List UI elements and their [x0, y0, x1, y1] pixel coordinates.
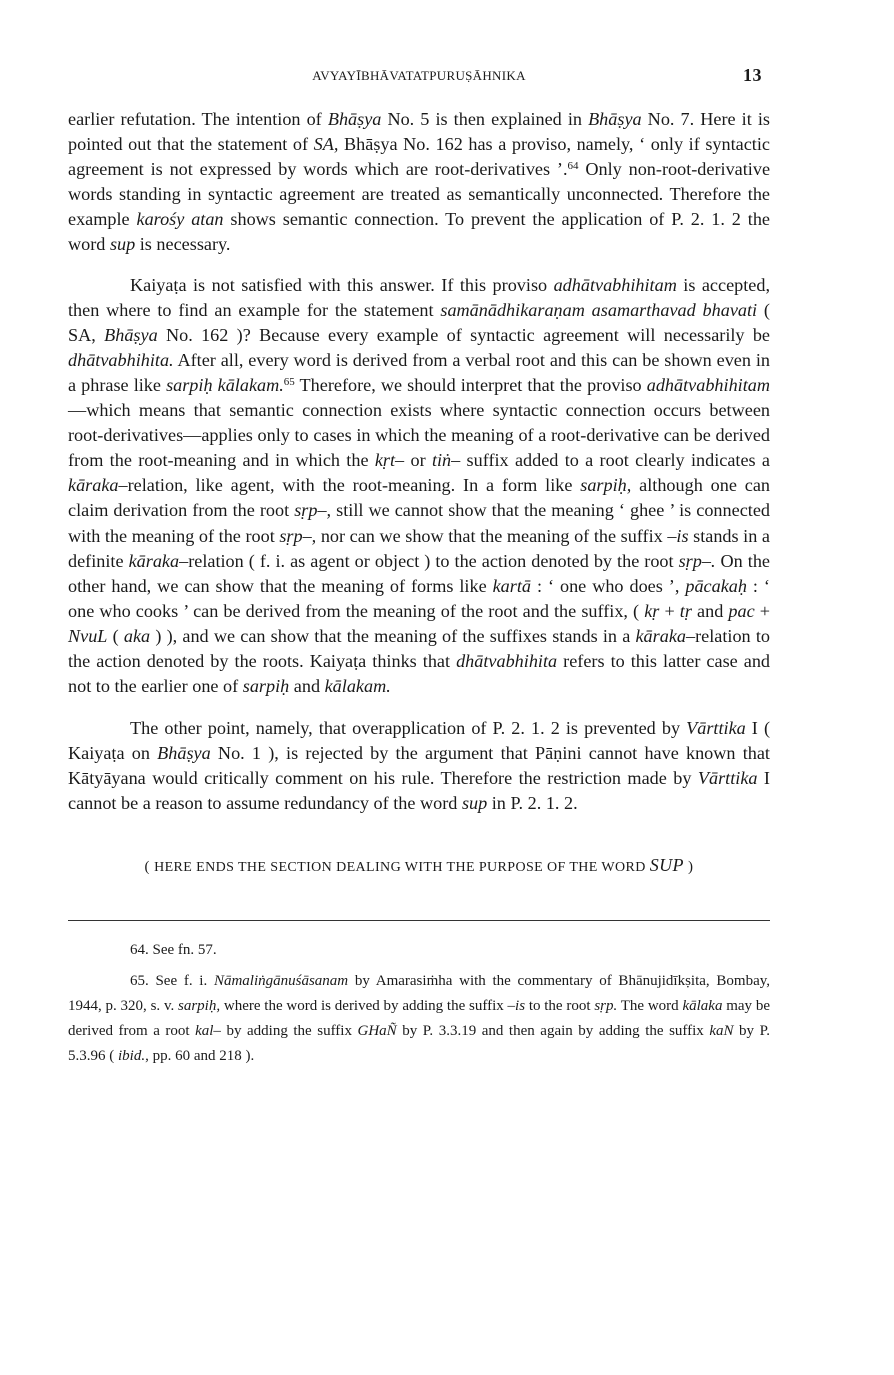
footnote-64: 64. See fn. 57.	[130, 941, 217, 958]
footnote-ref-64: 64	[567, 160, 579, 173]
book-page	[68, 62, 770, 1069]
footnote-ref-65: 65	[283, 375, 295, 388]
footnote-65: 65. See f. i. Nāmaliṅgānuśāsanam by Amarasiṁha with the commentary of Bhānujidīkṣita, Bombay, 1944, p. 320, s. v. sarpiḥ, where the word is derived by adding the suffix –is to the root sṛp. The word kālaka may be derived from a root kal– by adding the suffix GHaÑ by P. 3.3.19 and then again by adding the suffix kaN by P. 5.3.96 ( ibid., pp. 60 and 218 ).	[68, 972, 771, 1064]
paragraph-3: The other point, namely, that overapplication of P. 2. 1. 2 is prevented by Vārttika I ( Kaiyaṭa on Bhāṣya No. 1 ), is rejected by the argument that Pāṇini cannot have known that Kātyāyana would critically comment on his rule. Therefore the restriction made by Vārttika I cannot be a reason to assume redundancy of the word sup in P. 2. 1. 2.	[68, 718, 770, 814]
section-end-note: ( HERE ENDS THE SECTION DEALING WITH THE PURPOSE OF THE WORD SUP )	[144, 854, 694, 875]
paragraph-1: earlier refutation. The intention of Bhāṣya No. 5 is then explained in Bhāṣya No. 7. Here it is pointed out that the statement of SA, Bhāṣya No. 162 has a proviso, namely, ‘ only if syntactic agreement is not expressed by words which are root-derivatives ’.$^{64}$ Only non-root-derivative words standing in syntactic agreement are treated as semantically unconnected. Therefore the example karośy atan shows semantic connection. To prevent the application of P. 2. 1. 2 the word sup is necessary.	[68, 109, 771, 255]
running-head	[68, 62, 770, 90]
paragraph-2: Kaiyaṭa is not satisfied with this answer. If this proviso adhātvabhihitam is accepted, then where to find an example for the statement samānādhikaraṇam asamarthavad bhavati ( SA, Bhāṣya No. 162 )? Because every example of syntactic agreement will necessarily be dhātvabhihita. After all, every word is derived from a verbal root and this can be shown even in a phrase like sarpiḥ kālakam.$^{65}$ Therefore, we should interpret that the proviso adhātvabhihitam—which means that semantic connection exists where syntactic connection occurs between root-derivatives—applies only to cases in which the meaning of a root-derivative can be derived from the root-meaning and in which the kṛt– or tiṅ– suffix added to a root clearly indicates a kāraka–relation, like agent, with the root-meaning. In a form like sarpiḥ, although one can claim derivation from the root sṛp–, still we cannot show that the meaning ‘ ghee ’ is connected with the meaning of the root sṛp–, nor can we show that the meaning of the suffix –is stands in a definite kāraka–relation ( f. i. as agent or object ) to the action denoted by the root sṛp–. On the other hand, we can show that the meaning of forms like kartā : ‘ one who does ’, pācakaḥ : ‘ one who cooks ’ can be derived from the meaning of the root and the suffix, ( kṛ + tṛ and pac + NvuL ( aka ) ), and we can show that the meaning of the suffixes stands in a kāraka–relation to the action denoted by the roots. Kaiyaṭa thinks that dhātvabhihita refers to this latter case and not to the earlier one of sarpiḥ and kālakam.	[68, 274, 771, 697]
running-title: AVYAYĪBHĀVATATPURUṢĀHNIKA	[312, 68, 526, 83]
footnote-divider	[68, 920, 770, 921]
page-number: 13	[743, 65, 762, 85]
